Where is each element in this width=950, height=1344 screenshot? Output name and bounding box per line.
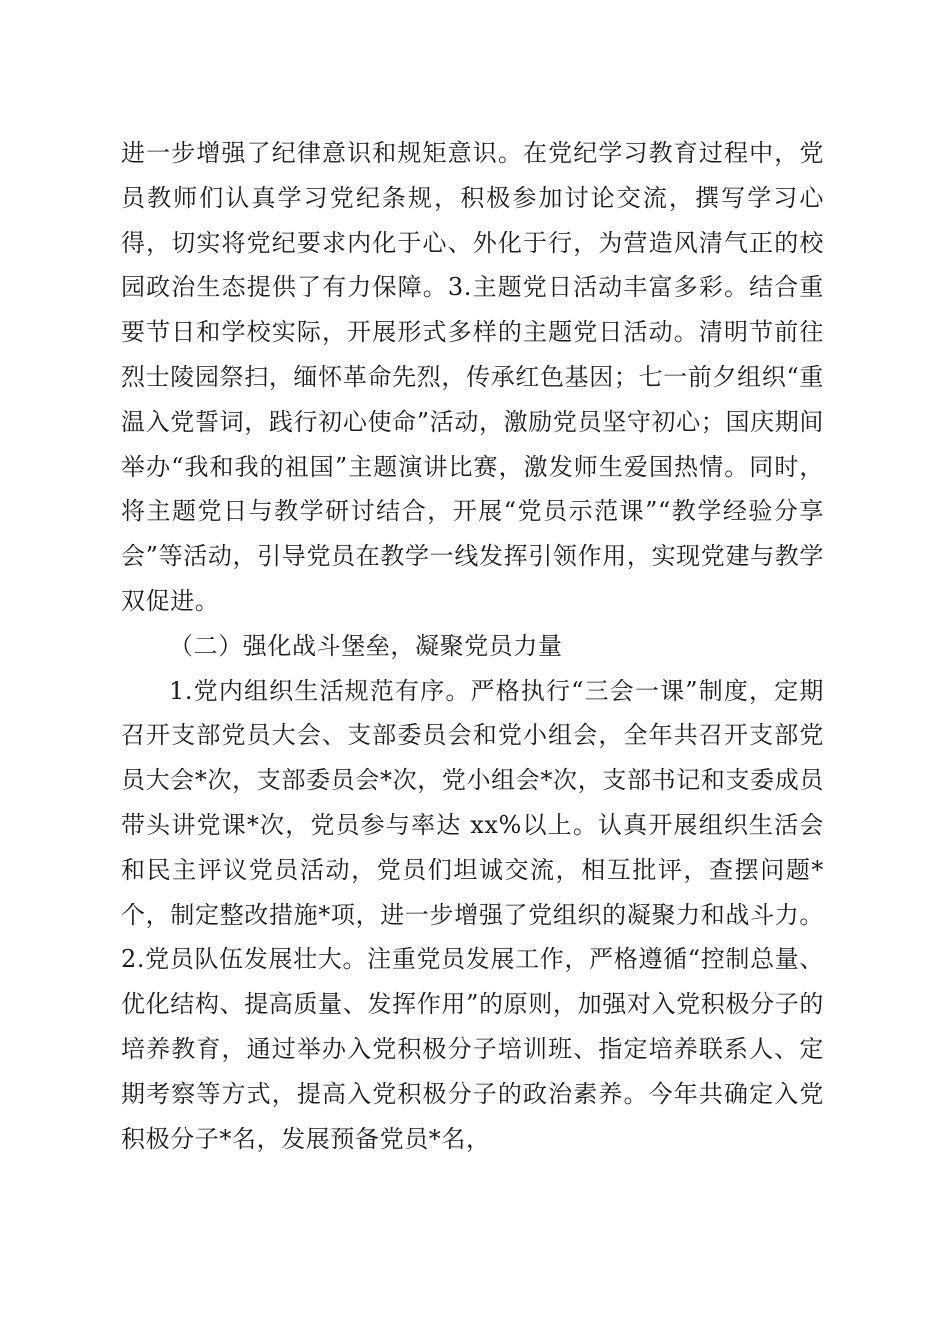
section-heading: （二）强化战斗堡垒，凝聚党员力量 [169, 631, 563, 660]
continuation-paragraph: 进一步增强了纪律意识和规矩意识。在党纪学习教育过程中，党员教师们认真学习党纪条规，积极参加讨论交流，撰写学习心得，切实将党纪要求内化于心、外化于行，为营造风清气正的校园政治生态提供了有力保障。3.主题党日活动丰富多彩。结合重要节日和学校实际，开展形式多样的主题党日活动。清明节前往烈士陵园祭扫，缅怀革命先烈，传承红色基因；七一前夕组织“重温入党誓词，践行初心使命”活动，激励党员坚守初心；国庆期间举办“我和我的祖国”主题演讲比赛，激发师生爱国热情。同时，将主题党日与教学研讨结合，开展“党员示范课”“教学经验分享会”等活动，引导党员在教学一线发挥引领作用，实现党建与教学双促进。 [121, 139, 824, 615]
document-body [121, 131, 824, 1161]
body-paragraph: 1.党内组织生活规范有序。严格执行“三会一课”制度，定期召开支部党员大会、支部委员会和党小组会，全年共召开支部党员大会*次，支部委员会*次，党小组会*次，支部书记和支委成员带头讲党课*次，党员参与率达 xx%以上。认真开展组织生活会和民主评议党员活动，党员们坦诚交流，相互批评，查摆问题*个，制定整改措施*项，进一步增强了党组织的凝聚力和战斗力。2.党员队伍发展壮大。注重党员发展工作，严格遵循“控制总量、优化结构、提高质量、发挥作用”的原则，加强对入党积极分子的培养教育，通过举办入党积极分子培训班、指定培养联系人、定期考察等方式，提高入党积极分子的政治素养。今年共确定入党积极分子*名，发展预备党员*名， [121, 676, 824, 1153]
